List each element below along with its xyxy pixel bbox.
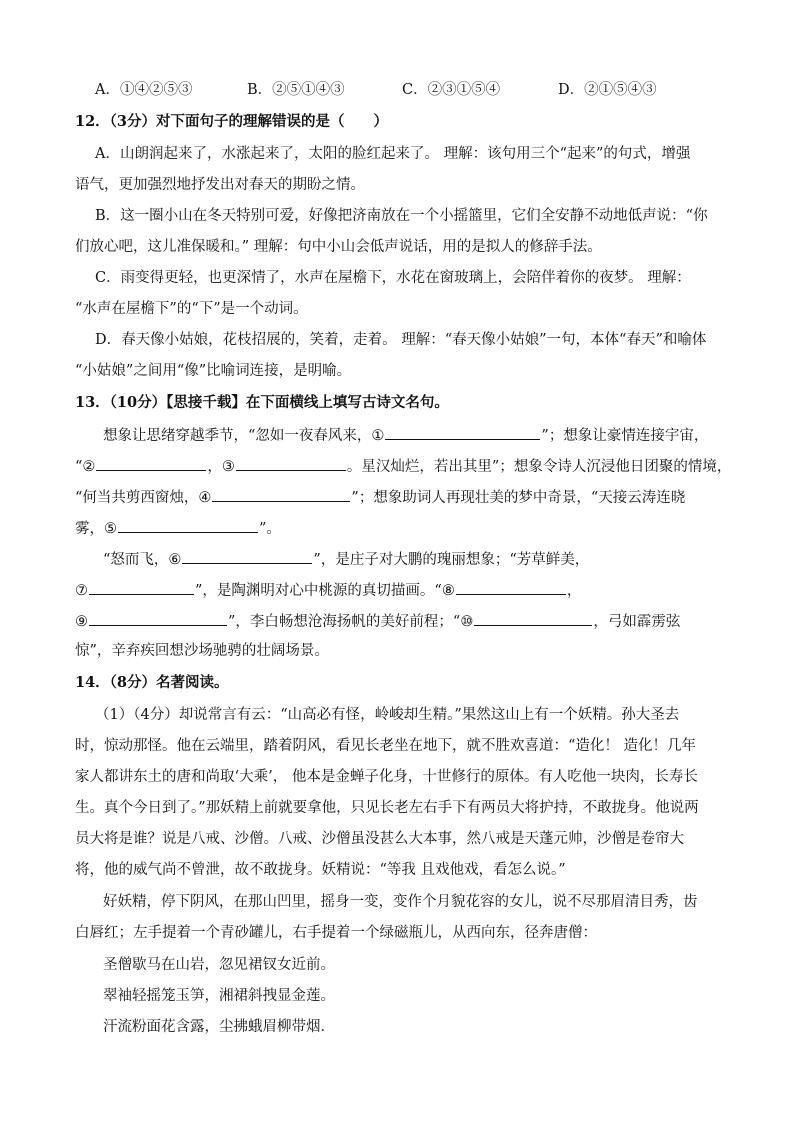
q11-option-a: A．①④②⑤③	[95, 82, 193, 98]
blank-marker-1: ①	[371, 428, 385, 444]
q13-text: 雾，	[75, 521, 104, 537]
q14-passage-line: 将，他的威气尚不曾泄，故不敢拢身。妖精说：“等我 且戏他戏，看怎么说。”	[75, 862, 566, 878]
q12-option-b-line2: 们放心吧，这儿准保暖和。” 理解：句中小山会低声说话，用的是拟人的修辞手法。	[75, 239, 602, 255]
q12-option-c-line1: C．雨变得更轻，也更深情了，水声在屋檐下，水花在窗玻璃上，会陪伴着你的夜梦。 理解：	[95, 270, 691, 286]
blank-marker-6: ⑥	[168, 552, 182, 568]
q14-poem-line: 汗流粉面花含露，尘拂蛾眉柳带烟．	[103, 1019, 335, 1035]
q13-p1-line1	[103, 424, 708, 446]
answer-blank-2[interactable]	[96, 455, 206, 471]
q13-p1-line3	[75, 486, 685, 508]
q12-option-d-line2: “小姑娘”之间用“像”比喻词连接，是明喻。	[75, 363, 352, 379]
q13-p2-line4: 惊”，辛弃疾回想沙场驰骋的壮阔场景。	[75, 643, 329, 659]
q13-header: 13．（10分）【思接千载】在下面横线上填写古诗文名句。	[75, 394, 449, 411]
q14-passage-line: 家人都讲东土的唐和尚取‘大乘’， 他本是金蝉子化身，十世修行的原体。有人吃他一块肉，长寿长	[75, 769, 698, 785]
q11-option-d: D．②①⑤④③	[558, 82, 657, 98]
blank-marker-2: ②	[82, 459, 96, 475]
q11-option-b: B．②⑤①④③	[247, 82, 345, 98]
answer-blank-3[interactable]	[236, 455, 346, 471]
q14-passage-line: 时，惊动那怪。他在云端里，踏着阴风，看见长老坐在地下，就不胜欢喜道：“造化！ 造化！几年	[75, 738, 697, 754]
q14-passage-line: 白唇红；左手提着一个青砂罐儿，右手提着一个绿磁瓶儿，从西向东，径奔唐僧：	[75, 925, 597, 941]
answer-blank-8[interactable]	[456, 579, 566, 595]
q12-option-c-line2: “水声在屋檐下”的“下”是一个动词。	[75, 301, 308, 317]
q12-option-d-line1: D．春天像小姑娘，花枝招展的，笑着，走着。 理解：“春天像小姑娘”一句，本体“春天”和喻体	[95, 332, 707, 348]
q11-option-c: C．②③①⑤④	[402, 82, 501, 98]
q13-p2-line3	[75, 610, 680, 632]
q13-text: ”，是庄子对大鹏的瑰丽想象；“芳草鲜美，	[313, 552, 590, 568]
q13-p2-line1	[103, 548, 589, 570]
q13-p1-line4	[75, 517, 281, 539]
q14-passage-line: （1）（4分）却说常言有云：“山高必有怪，岭峻却生精。”果然这山上有一个妖精。孙大圣去	[95, 707, 680, 723]
q13-text: ，弓如霹雳弦	[593, 614, 681, 630]
blank-marker-9: ⑨	[75, 614, 88, 630]
answer-blank-5[interactable]	[118, 517, 258, 533]
q12-option-b-line1: B．这一圈小山在冬天特别可爱，好像把济南放在一个小摇篮里，它们全安静不动地低声说：“你	[95, 208, 708, 224]
q12-option-a-line2: 语气，更加强烈地抒发出对春天的期盼之情。	[75, 177, 365, 193]
q14-passage-line: 生。真个今日到了。”那妖精上前就要拿他，只见长老左右手下有两员大将护持，不敢拢身。他说两	[75, 800, 699, 816]
answer-blank-10[interactable]	[474, 610, 592, 626]
q13-text: ”，是陶渊明对心中桃源的真切描画。“	[195, 583, 442, 599]
answer-blank-9[interactable]	[89, 610, 227, 626]
answer-blank-7[interactable]	[89, 579, 194, 595]
q13-p1-line2	[75, 455, 731, 477]
q14-header: 14．（8分）名著阅读。	[75, 674, 229, 691]
q12-option-a-line1: A．山朗润起来了，水涨起来了，太阳的脸红起来了。 理解：该句用三个“起来”的句式，增强	[95, 146, 691, 162]
q13-text: “何当共剪西窗烛，	[75, 490, 199, 506]
answer-blank-6[interactable]	[182, 548, 312, 564]
blank-marker-8: ⑧	[441, 583, 455, 599]
q13-text: “怒而飞，	[103, 552, 169, 568]
blank-marker-10: ⑩	[460, 614, 474, 630]
q13-text: 想象让思绪穿越季节，“忽如一夜春风来，	[103, 428, 372, 444]
q13-text: 。星汉灿烂，若出其里”；想象令诗人沉浸他日团聚的情境，	[346, 459, 732, 475]
blank-marker-5: ⑤	[104, 521, 117, 537]
q13-text: ”；想象让豪情连接宇宙，	[541, 428, 709, 444]
q13-p2-line2	[75, 579, 581, 601]
q14-poem-line: 圣僧歇马在山岩，忽见裙钗女近前。	[103, 957, 335, 973]
blank-marker-3: ③	[221, 459, 235, 475]
q14-passage-line: 员大将是谁？说是八戒、沙僧。八戒、沙僧虽没甚么大本事，然八戒是天蓬元帅，沙僧是卷帘大	[75, 831, 684, 847]
q13-text: ，	[207, 459, 222, 475]
q13-text: ”；想象助词人再现壮美的梦中奇景，“天接云涛连晓	[351, 490, 686, 506]
blank-marker-7: ⑦	[75, 583, 88, 599]
answer-blank-4[interactable]	[212, 486, 350, 502]
q13-text: ”。	[259, 521, 281, 537]
q12-header: 12．（3分）对下面句子的理解错误的是（ ）	[75, 113, 389, 130]
q13-text: “	[75, 459, 83, 475]
q13-text: ”，李白畅想沧海扬帆的美好前程；“	[228, 614, 461, 630]
blank-marker-4: ④	[198, 490, 212, 506]
q14-poem-line: 翠袖轻摇笼玉笋，湘裙斜拽显金莲。	[103, 988, 335, 1004]
answer-blank-1[interactable]	[385, 424, 540, 440]
q13-text: ，	[566, 583, 582, 599]
q14-passage-line: 好妖精，停下阴风，在那山凹里，摇身一变，变作个月貌花容的女儿，说不尽那眉清目秀，齿	[103, 894, 698, 910]
